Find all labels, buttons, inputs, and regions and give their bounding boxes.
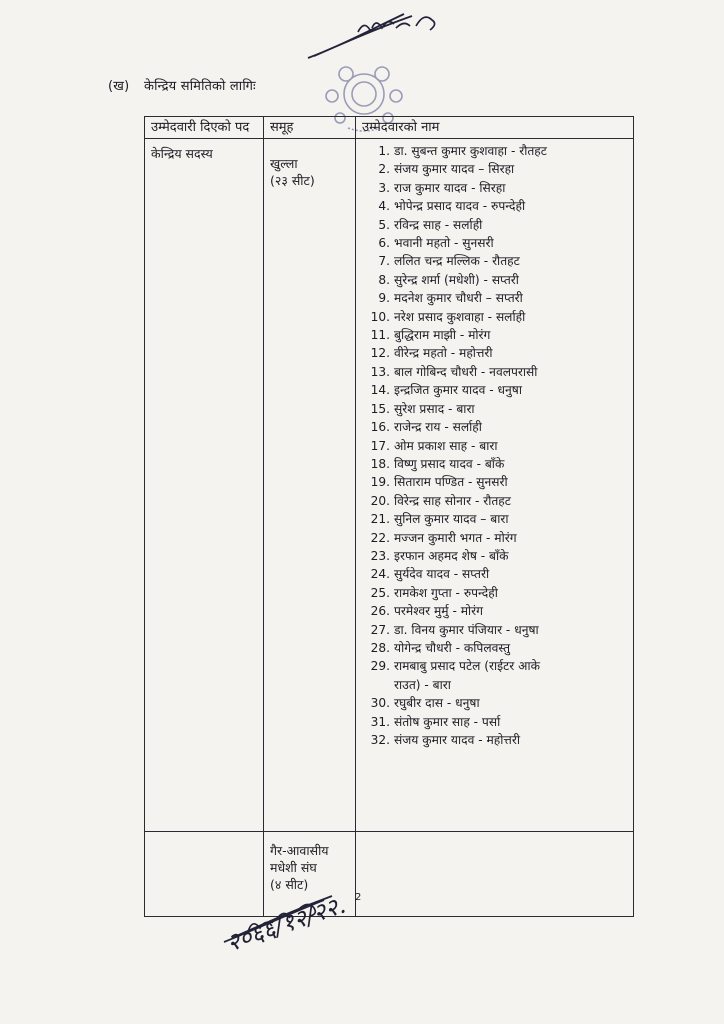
candidate-number: 4. bbox=[378, 199, 390, 214]
group-seats: (२३ सीट) bbox=[270, 173, 315, 188]
candidate-name: मदनेश कुमार चौधरी – सप्तरी bbox=[394, 291, 523, 306]
candidate-name: वीरेन्द्र महतो - महोत्तरी bbox=[394, 346, 493, 361]
candidate-number: 2. bbox=[378, 162, 390, 177]
list-item bbox=[364, 252, 627, 270]
candidate-number: 28. bbox=[370, 640, 390, 655]
candidate-number: 23. bbox=[370, 548, 390, 563]
post-cell: केन्द्रिय सदस्य bbox=[145, 139, 264, 832]
page-number: 2 bbox=[355, 892, 362, 903]
top-signature-mark bbox=[300, 6, 450, 64]
candidate-number: 6. bbox=[378, 236, 390, 251]
candidate-name: विष्णु प्रसाद यादव - बाँके bbox=[394, 456, 505, 471]
section-heading bbox=[108, 76, 256, 94]
candidate-name: इन्द्रजित कुमार यादव - धनुषा bbox=[394, 383, 522, 398]
candidate-name: योगेन्द्र चौधरी - कपिलवस्तु bbox=[394, 640, 511, 655]
list-item bbox=[364, 197, 627, 215]
list-item bbox=[364, 492, 627, 510]
candidate-number: 26. bbox=[370, 604, 390, 619]
header-group: समूह bbox=[264, 117, 356, 139]
list-item bbox=[364, 731, 627, 749]
candidate-name: रामकेश गुप्ता - रुपन्देही bbox=[394, 585, 498, 600]
list-item bbox=[364, 326, 627, 344]
candidate-name: रामबाबु प्रसाद पटेल (राईटर आके bbox=[394, 659, 540, 674]
candidate-number: 20. bbox=[370, 493, 390, 508]
candidate-name: सुरेन्द्र शर्मा (मधेशी) - सप्तरी bbox=[394, 272, 519, 287]
candidate-name: मज्जन कुमारी भगत - मोरंग bbox=[394, 530, 517, 545]
group-cell bbox=[264, 139, 356, 832]
list-item bbox=[364, 694, 627, 712]
candidate-number: 15. bbox=[370, 401, 390, 416]
candidate-name: सिताराम पण्डित - सुनसरी bbox=[394, 475, 508, 490]
list-item bbox=[364, 657, 627, 694]
section-label: (ख) bbox=[108, 79, 130, 94]
candidate-name: सुरेश प्रसाद - बारा bbox=[394, 401, 475, 416]
list-item bbox=[364, 602, 627, 620]
candidate-name: डा. सुबन्त कुमार कुशवाहा - रौतहट bbox=[394, 144, 547, 158]
candidate-number: 5. bbox=[378, 217, 390, 232]
candidate-number: 16. bbox=[370, 420, 390, 435]
list-item bbox=[364, 473, 627, 491]
candidate-name: सुर्यदेव यादव - सप्तरी bbox=[394, 567, 490, 582]
list-item bbox=[364, 400, 627, 418]
list-item bbox=[364, 510, 627, 528]
candidate-name: डा. विनय कुमार पंजियार - धनुषा bbox=[394, 622, 539, 637]
candidate-number: 29. bbox=[370, 659, 390, 674]
candidate-number: 27. bbox=[370, 622, 390, 637]
candidate-number: 18. bbox=[370, 456, 390, 471]
candidate-number: 8. bbox=[378, 272, 390, 287]
candidate-name: राजेन्द्र राय - सर्लाही bbox=[394, 420, 482, 435]
list-item bbox=[364, 639, 627, 657]
candidate-number: 11. bbox=[370, 328, 390, 343]
candidate-number: 32. bbox=[370, 733, 390, 747]
candidate-number: 7. bbox=[378, 254, 390, 269]
candidate-number: 30. bbox=[370, 696, 390, 711]
list-item bbox=[364, 271, 627, 289]
list-item bbox=[364, 179, 627, 197]
list-item bbox=[364, 160, 627, 178]
list-item bbox=[364, 418, 627, 436]
candidate-table bbox=[144, 116, 634, 917]
candidate-name: संजय कुमार यादव – सिरहा bbox=[394, 162, 515, 177]
candidate-name: बुद्धिराम माझी - मोरंग bbox=[394, 328, 491, 343]
group-name: खुल्ला bbox=[270, 156, 298, 171]
candidate-number: 12. bbox=[370, 346, 390, 361]
list-item bbox=[364, 344, 627, 362]
list-item bbox=[364, 713, 627, 731]
candidate-name: बाल गोबिन्द चौधरी - नवलपरासी bbox=[394, 364, 538, 379]
list-item bbox=[364, 216, 627, 234]
candidate-number: 1. bbox=[378, 144, 390, 158]
candidate-name: रघुबीर दास - धनुषा bbox=[394, 696, 480, 711]
list-item bbox=[364, 565, 627, 583]
list-item bbox=[364, 584, 627, 602]
group-seats: (४ सीट) bbox=[270, 877, 309, 892]
list-item bbox=[364, 547, 627, 565]
header-post: उम्मेदवारी दिएको पद bbox=[145, 117, 264, 139]
list-item bbox=[364, 381, 627, 399]
list-item bbox=[364, 308, 627, 326]
candidate-number: 14. bbox=[370, 383, 390, 398]
header-candidate-name: उम्मेदवारको नाम bbox=[356, 117, 634, 139]
candidate-number: 25. bbox=[370, 585, 390, 600]
candidate-number: 21. bbox=[370, 512, 390, 527]
candidate-number: 17. bbox=[370, 438, 390, 453]
candidate-name: ओम प्रकाश साह - बारा bbox=[394, 438, 498, 453]
candidate-name: विरेन्द्र साह सोनार - रौतहट bbox=[394, 493, 511, 508]
candidate-name-continued: राउत) - बारा bbox=[394, 677, 451, 692]
candidate-number: 22. bbox=[370, 530, 390, 545]
candidate-name: राज कुमार यादव - सिरहा bbox=[394, 180, 506, 195]
list-item bbox=[364, 142, 627, 160]
candidate-number: 9. bbox=[378, 291, 390, 306]
candidate-name: भवानी महतो - सुनसरी bbox=[394, 236, 494, 251]
section-title: केन्द्रिय समितिको लागिः bbox=[144, 79, 256, 94]
group-name: गैर-आवासीय मधेशी संघ bbox=[270, 843, 329, 875]
candidate-number: 31. bbox=[370, 714, 390, 729]
list-item bbox=[364, 529, 627, 547]
candidate-name: रविन्द्र साह - सर्लाही bbox=[394, 217, 483, 232]
candidate-number: 13. bbox=[370, 364, 390, 379]
list-item bbox=[364, 437, 627, 455]
list-item bbox=[364, 363, 627, 381]
candidate-number: 24. bbox=[370, 567, 390, 582]
candidate-names-cell bbox=[356, 139, 634, 832]
list-item bbox=[364, 234, 627, 252]
candidate-number: 10. bbox=[370, 309, 390, 324]
signature-date: २०६६/१२/२२. bbox=[222, 890, 349, 958]
candidate-number: 3. bbox=[378, 180, 390, 195]
candidate-name: संतोष कुमार साह - पर्सा bbox=[394, 714, 501, 729]
candidate-name: संजय कुमार यादव - महोत्तरी bbox=[394, 733, 520, 747]
table-header-row bbox=[145, 117, 634, 139]
list-item bbox=[364, 455, 627, 473]
list-item bbox=[364, 621, 627, 639]
candidate-name: परमेश्वर मुर्मु - मोरंग bbox=[394, 604, 484, 619]
candidate-name: ललित चन्द्र मल्लिक - रौतहट bbox=[394, 254, 520, 269]
candidate-names-cell bbox=[356, 832, 634, 917]
candidate-list bbox=[364, 142, 627, 749]
list-item bbox=[364, 289, 627, 307]
candidate-name: नरेश प्रसाद कुशवाहा - सर्लाही bbox=[394, 309, 526, 324]
candidate-name: इरफान अहमद शेष - बाँके bbox=[394, 548, 509, 563]
candidate-name: भोपेन्द्र प्रसाद यादव - रुपन्देही bbox=[394, 199, 526, 214]
table-row bbox=[145, 139, 634, 832]
candidate-name: सुनिल कुमार यादव – बारा bbox=[394, 512, 509, 527]
candidate-number: 19. bbox=[370, 475, 390, 490]
